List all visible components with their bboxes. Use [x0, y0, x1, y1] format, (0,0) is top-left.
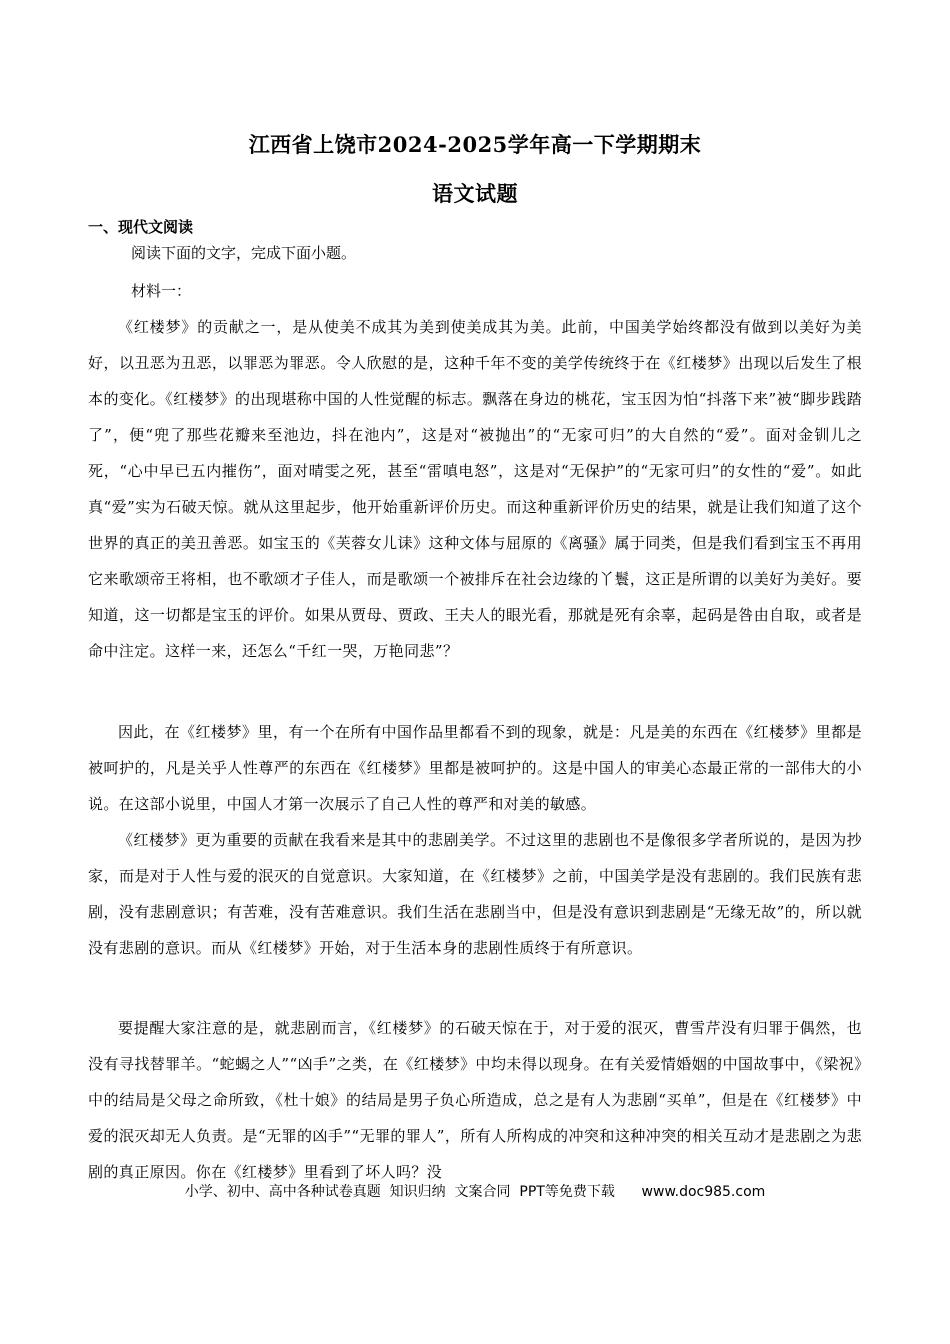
paragraph-4-container: [88, 1010, 862, 1190]
paragraph-3-container: [88, 822, 862, 966]
section-heading: 一、现代文阅读: [88, 218, 194, 236]
reading-instruction: 阅读下面的文字，完成下面小题。: [131, 244, 357, 262]
footer-text: 小学、初中、高中各种试卷真题 知识归纳 文案合同 PPT等免费下载: [184, 1184, 615, 1200]
material-label: 材料一：: [131, 282, 192, 300]
document-subtitle: 语文试题: [432, 181, 518, 206]
paragraph-2-container: [88, 714, 862, 822]
document-title: 江西省上饶市2024-2025学年高一下学期期末: [248, 132, 702, 157]
footer-url[interactable]: www.doc985.com: [641, 1184, 766, 1200]
paragraph: 要提醒大家注意的是，就悲剧而言，《红楼梦》的石破天惊在于，对于爱的泯灭，曹雪芹没有归罪于偶然，也没有寻找替罪羊。“蛇蝎之人”“凶手”之类，在《红楼梦》中均未得以现身。在有关爱情婚姻的中国故事中，《梁祝》中的结局是父母之命所致，《杜十娘》的结局是男子负心所造成，总之是有人为悲剧“买单”，但是在《红楼梦》中爱的泯灭却无人负责。是“无罪的凶手”“无罪的罪人”，所有人所构成的冲突和这种冲突的相关互动才是悲剧之为悲剧的真正原因。你在《红楼梦》里看到了坏人吗？没: [88, 1019, 862, 1181]
paragraph-1-container: [88, 309, 862, 669]
page-footer: [0, 1181, 950, 1201]
paragraph: 因此，在《红楼梦》里，有一个在所有中国作品里都看不到的现象，就是：凡是美的东西在《红楼梦》里都是被呵护的，凡是关乎人性尊严的东西在《红楼梦》里都是被呵护的。这是中国人的审美心态最正常的一部伟大的小说。在这部小说里，中国人才第一次展示了自己人性的尊严和对美的敏感。: [88, 723, 862, 813]
paragraph: 《红楼梦》的贡献之一，是从使美不成其为美到使美成其为美。此前，中国美学始终都没有做到以美好为美好，以丑恶为丑恶，以罪恶为罪恶。令人欣慰的是，这种千年不变的美学传统终于在《红楼梦》出现以后发生了根本的变化。《红楼梦》的出现堪称中国的人性觉醒的标志。飘落在身边的桃花，宝玉因为怕“抖落下来”被“脚步践踏了”，便“兜了那些花瓣来至池边，抖在池内”，这是对“被抛出”的“无家可归”的大自然的“爱”。面对金钏儿之死，“心中早已五内摧伤”，面对晴雯之死，甚至“雷嗔电怒”，这是对“无保护”的“无家可归”的女性的“爱”。如此真“爱”实为石破天惊。就从这里起步，他开始重新评价历史。而这种重新评价历史的结果，就是让我们知道了这个世界的真正的美丑善恶。如宝玉的《芙蓉女儿诔》这种文体与屈原的《离骚》属于同类，但是我们看到宝玉不再用它来歌颂帝王将相，也不歌颂才子佳人，而是歌颂一个被排斥在社会边缘的丫鬟，这正是所谓的以美好为美好。要知道，这一切都是宝玉的评价。如果从贾母、贾政、王夫人的眼光看，那就是死有余辜，起码是咎由自取，或者是命中注定。这样一来，还怎么“千红一哭，万艳同悲”？: [88, 318, 862, 660]
paragraph: 《红楼梦》更为重要的贡献在我看来是其中的悲剧美学。不过这里的悲剧也不是像很多学者所说的，是因为抄家，而是对于人性与爱的泯灭的自觉意识。大家知道，在《红楼梦》之前，中国美学是没有悲剧的。我们民族有悲剧，没有悲剧意识；有苦难，没有苦难意识。我们生活在悲剧当中，但是没有意识到悲剧是“无缘无故”的，所以就没有悲剧的意识。而从《红楼梦》开始，对于生活本身的悲剧性质终于有所意识。: [88, 831, 862, 957]
